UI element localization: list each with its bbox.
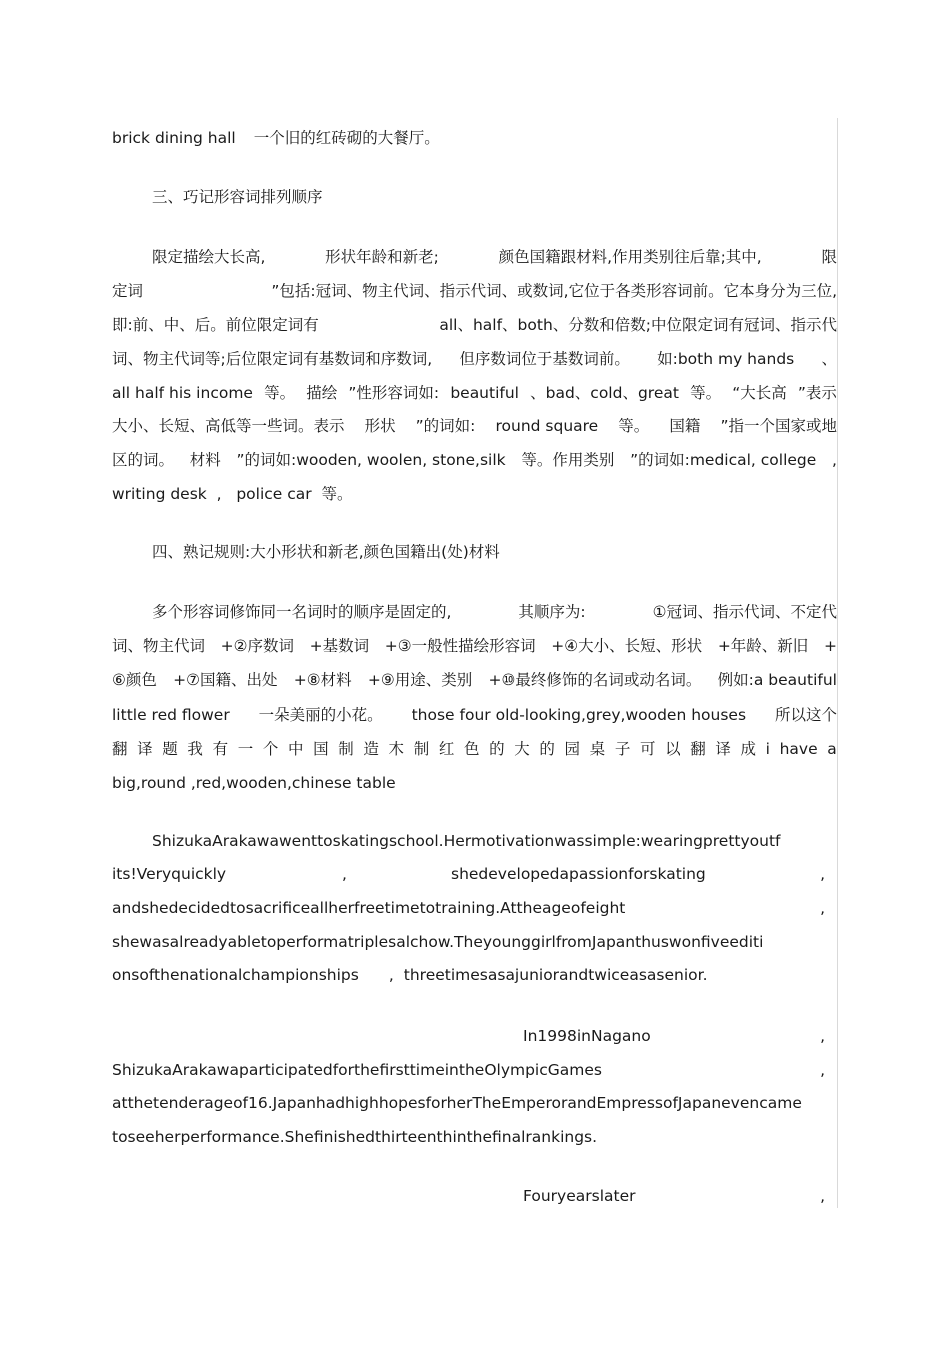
text-line: 定词 ”包括:冠词、物主代词、指示代词、或数词,它位于各类形容词前。它本身分为三位, bbox=[112, 282, 837, 300]
spread-token: 红 bbox=[438, 740, 455, 758]
spread-token: 子 bbox=[614, 740, 631, 758]
spread-token: 译 bbox=[137, 740, 153, 758]
text-line: 限定描绘大长高, 形状年龄和新老; 颜色国籍跟材料,作用类别往后靠;其中, 限 bbox=[152, 248, 837, 266]
text-line: shewasalreadyabletoperformatriplesalchow.TheyounggirlfromJapanthuswonfiveediti bbox=[112, 933, 764, 951]
section-heading-4: 四、熟记规则:大小形状和新老,颜色国籍出(处)材料 bbox=[152, 543, 500, 561]
right-margin-line bbox=[837, 118, 838, 1208]
text-line: little red flower 一朵美丽的小花。 those four old-looking,grey,wooden houses 所以这个 bbox=[112, 706, 837, 724]
text-line: 大小、长短、高低等一些词。表示 形状 ”的词如: round square 等。 国籍 ”指一个国家或地 bbox=[112, 417, 837, 435]
text-line: onsofthenationalchampionships , threetimesasajuniorandtwiceasasenior. bbox=[112, 966, 708, 984]
spread-token: 个 bbox=[262, 740, 279, 758]
text-line: ShizukaArakawawenttoskatingschool.Hermotivationwassimple:wearingprettyoutf bbox=[152, 832, 781, 850]
spread-token: 木 bbox=[388, 740, 405, 758]
spread-token: 的 bbox=[489, 740, 505, 758]
spread-token: 翻 bbox=[690, 740, 706, 758]
spread-token: 译 bbox=[715, 740, 731, 758]
spread-token: 翻 bbox=[112, 740, 128, 758]
text-line: atthetenderageof16.JapanhadhighhopesforherTheEmperorandEmpressofJapanevencame bbox=[112, 1094, 802, 1112]
text-line: 词、物主代词等;后位限定词有基数词和序数词, 但序数词位于基数词前。 如:both my hands 、 bbox=[112, 350, 837, 368]
text-line: toseeherperformance.Shefinishedthirteenthinthefinalrankings. bbox=[112, 1128, 598, 1146]
text-line: 词、物主代词 +②序数词 +基数词 +③一般性描绘形容词 +④大小、长短、形状 +年龄、新旧 + bbox=[112, 637, 837, 655]
spread-token: 有 bbox=[212, 740, 229, 758]
spread-token: 一 bbox=[237, 740, 254, 758]
spread-token: 色 bbox=[463, 740, 480, 758]
spread-token: 造 bbox=[363, 740, 379, 758]
spread-token: 题 bbox=[162, 740, 178, 758]
text-line bbox=[112, 739, 837, 759]
text-line: all half his income 等。 描绘 ”性形容词如: beautiful 、bad、cold、great 等。 “大长高 ”表示 bbox=[112, 384, 837, 402]
spread-token: a bbox=[827, 740, 837, 758]
spread-token: 制 bbox=[413, 740, 430, 758]
text-line: writing desk , police car 等。 bbox=[112, 485, 353, 503]
text-line: big,round ,red,wooden,chinese table bbox=[112, 774, 396, 792]
spread-token: 以 bbox=[665, 740, 681, 758]
spread-token: have bbox=[779, 740, 818, 758]
spread-token: 我 bbox=[187, 740, 203, 758]
spread-token: 园 bbox=[564, 740, 581, 758]
spread-token: 可 bbox=[639, 740, 656, 758]
spread-token: 大 bbox=[514, 740, 530, 758]
spread-token: 制 bbox=[338, 740, 354, 758]
text-line: 多个形容词修饰同一名词时的顺序是固定的, 其顺序为: ①冠词、指示代词、不定代 bbox=[152, 603, 837, 621]
text-line: 即:前、中、后。前位限定词有 all、half、both、分数和倍数;中位限定词有冠词、指示代 bbox=[112, 316, 837, 334]
spread-token: 中 bbox=[287, 740, 304, 758]
text-line: brick dining hall 一个旧的红砖砌的大餐厅。 bbox=[112, 129, 440, 147]
spread-token: 国 bbox=[313, 740, 329, 758]
spread-token: 成 bbox=[740, 740, 757, 758]
spread-token: 桌 bbox=[589, 740, 606, 758]
section-heading-3: 三、巧记形容词排列顺序 bbox=[152, 188, 323, 206]
text-line: 区的词。 材料 ”的词如:wooden, woolen, stone,silk 等。作用类别 ”的词如:medical, college , bbox=[112, 451, 837, 469]
text-line: ⑥颜色 +⑦国籍、出处 +⑧材料 +⑨用途、类别 +⑩最终修饰的名词或动名词。 例如:a beautiful bbox=[112, 671, 837, 689]
spread-token: 的 bbox=[539, 740, 555, 758]
spread-token: i bbox=[765, 740, 770, 758]
document-page: brick dining hall 一个旧的红砖砌的大餐厅。 三、巧记形容词排列顺序 限定描绘大长高, 形状年龄和新老; 颜色国籍跟材料,作用类别往后靠;其中, 限 定词 ”包括:冠词、物主代词、指示代词、或数词,它位于各类形容词前。它本身分为三位, 即:前、中、后。前位限定词有 all、half、both、分数和倍数;中位限定词有冠词、指示代 词、物主代词等;后位限定词有基数词和序数词, 但序数词位于基数词前。 如:both my hands 、 all half his income 等。 描绘 ”性形容词如: beautiful 、bad、cold、great 等。 “大长高 ”表示 大小、长短、高低等一些词。表示 形状 ”的词如: round square 等。 国籍 ”指一个国家或地 区的词。 材料 ”的词如:wooden, woolen, stone,silk 等。作用类别 ”的词如:medical, college , writing desk , police car 等。 四、熟记规则:大小形状和新老,颜色国籍出(处)材料 多个形容词修饰同一名词时的顺序是固定的, 其顺序为: ①冠词、指示代词、不定代 词、物主代词 +②序数词 +基数词 +③一般性描绘形容词 +④大小、长短、形状 +年龄、新旧 + ⑥颜色 +⑦国籍、出处 +⑧材料 +⑨用途、类别 +⑩最终修饰的名词或动名词。 例如:a beautiful little red flower 一朵美丽的小花。 those four old-looking,grey,wooden houses 所以这个 翻 译 题 我 有 一 个 中 国 制 造 木 制 红 色 的 大 的 园 桌 子 可 以 翻 译 成 i have a big,round ,red,wooden,chinese table ShizukaArakawawenttoskatingschool.Hermotivationwassimple:wearingprettyoutf its!Veryquickly , shedevelopedapassionforskating , andshedecidedtosacrificeallherfreetimetotraining.Attheageofeight , shewasalreadyabletoperformatriplesalchow.TheyounggirlfromJapanthuswonfiveediti onsofthenationalchampionships , threetimesasajuniorandtwiceasasenior. In1998inNagano , ShizukaArakawaparticipatedforthefirsttimeintheOlympicGames , atthetenderageof16.JapanhadhighhopesforherTheEmperorandEmpressofJapanevencame toseeherperformance.Shefinishedthirteenthinthefinalrankings. Fouryearslater , bbox=[0, 0, 950, 1345]
